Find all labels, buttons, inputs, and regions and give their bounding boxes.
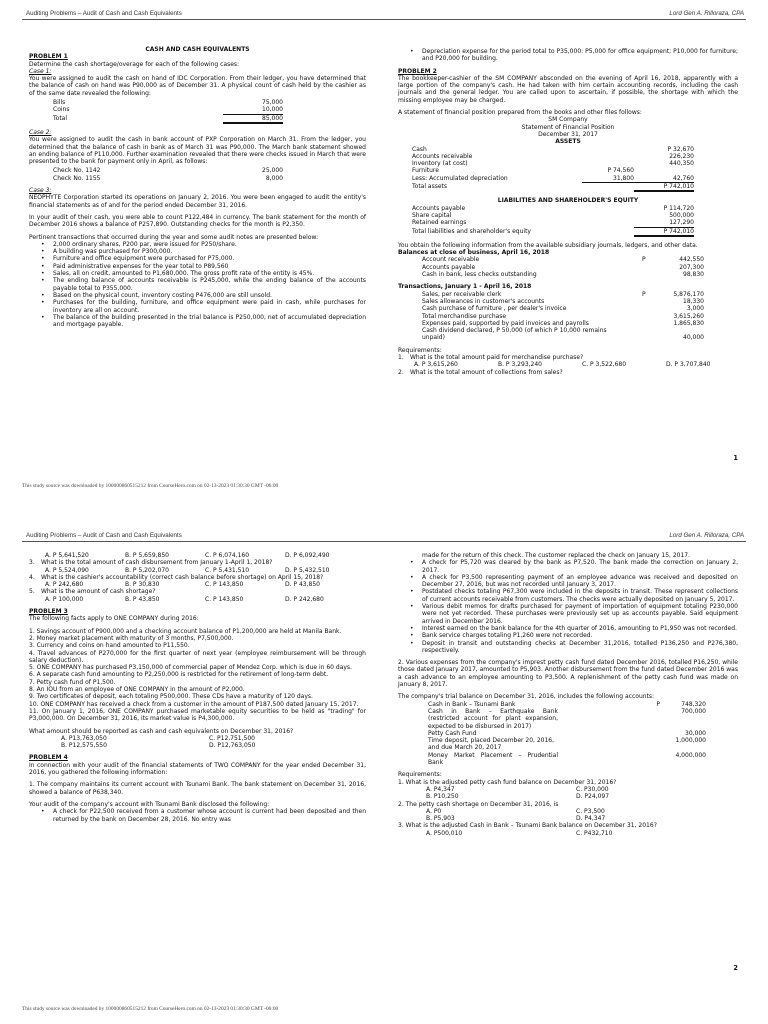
case-3-bullet-list <box>29 241 366 329</box>
option: D. P 242,680 <box>285 595 324 603</box>
table-row <box>428 737 738 752</box>
option: B. P5,903 <box>426 815 455 823</box>
option: C. P30,000 <box>576 785 609 793</box>
list-item: • 2,000 ordinary shares, P200 par, were issued for P250/share. <box>29 241 366 248</box>
continued-bullet-list <box>398 48 738 63</box>
table-cell: 25,000 <box>262 167 283 175</box>
table-row <box>422 313 738 320</box>
list-item: • Purchases for the building, furniture, and office equipment were paid in cash, while purchases for inventory are all on account. <box>29 299 366 314</box>
table-cell <box>642 313 662 320</box>
table-row <box>422 264 738 271</box>
download-footer: This study source was downloaded by 100000860515212 from CourseHero.com on 02-13-2023 01:30:30 GMT -06:00 <box>22 1006 279 1012</box>
option: A. P 5,641,520 <box>45 552 89 559</box>
table-cell: 75,000 <box>262 99 283 107</box>
problem-3-question: What amount should be reported as cash and cash equivalents on December 31, 2016? <box>29 727 294 735</box>
table-cell: Sales, per receivable clerk <box>422 290 502 298</box>
table-row <box>422 256 738 263</box>
balances-table <box>398 256 738 278</box>
options-row <box>29 735 366 742</box>
page1-right-column <box>398 48 738 376</box>
table-cell: Cash dividend declared, P 50,000 (of which P 10,000 remains unpaid) <box>422 327 607 342</box>
question-text: What is the total amount of cash disbursement from January 1-April 1, 2018? <box>41 559 273 567</box>
table-cell: 31,800 <box>582 175 634 183</box>
option: C. P432,710 <box>576 829 613 837</box>
table-cell <box>642 320 662 327</box>
table-cell: 1,865,830 <box>673 319 704 327</box>
problem-3-heading: PROBLEM 3 <box>29 608 68 616</box>
table-cell: Petty Cash Fund <box>428 729 477 737</box>
option: A. P0 <box>426 807 442 815</box>
table-row <box>412 205 738 212</box>
option: A. P 3,615,260 <box>414 361 458 369</box>
option: D. P 3,707,840 <box>666 361 711 369</box>
header-author: Lord Gen A. Rilloraza, CPA <box>669 532 744 539</box>
bullet-continuation: made for the return of this check. The customer replaced the check on January 15, 2017. <box>422 552 691 559</box>
option: C. P3,500 <box>576 807 605 815</box>
case-2-text: You were assigned to audit the cash in bank account of PXP Corporation on March 31. From the ledger, you determined that the balance of cash in bank as of March 31 was P90,000. The March bank statement showed an ending balance of P110,000. Further examination revealed that there were checks issued in March that were presented to the bank for payment only in April, as follows: <box>29 136 366 166</box>
page-number: 2 <box>733 964 738 972</box>
table-cell: Total <box>53 114 68 122</box>
table-row <box>412 228 738 237</box>
table-cell: Total merchandise purchase <box>422 312 507 320</box>
list-item: 7. Petty cash fund of P1,500. <box>29 678 116 686</box>
option: C. P 5,431,510 <box>205 566 250 574</box>
option: B. P12,575,550 <box>61 742 107 750</box>
table-cell <box>642 271 662 278</box>
problem-4-heading: PROBLEM 4 <box>29 754 68 762</box>
header-author: Lord Gen A. Rilloraza, CPA <box>669 10 744 17</box>
document-title: CASH AND CASH EQUIVALENTS <box>145 46 250 53</box>
list-item: • Bank service charges totaling P1,260 were not recorded. <box>398 632 738 639</box>
option: D. P 43,850 <box>285 581 320 589</box>
table-cell: Retained earnings <box>412 219 467 227</box>
case-1-text: You were assigned to audit the cash on hand of IDC Corporation. From their ledger, you have determined that the balance of cash on hand was P90,000 as of December 31. A physical count of cash held by the cashier as of the same date revealed the following: <box>29 75 366 97</box>
option: D. P4,347 <box>576 815 606 823</box>
table-row <box>422 305 738 312</box>
case-3-paragraph-3: Pertinent transactions that occurred during the year and some audit notes are presented below: <box>29 233 319 241</box>
option: B. P 43,850 <box>125 595 160 603</box>
table-cell: 442,550 <box>679 256 704 264</box>
options-row <box>29 552 366 559</box>
question-text: What is the amount of cash shortage? <box>41 588 156 596</box>
table-cell: P <box>642 290 646 298</box>
option: D. P 6,092,490 <box>285 552 330 559</box>
table-cell <box>642 264 662 271</box>
table-cell: Sales allowances in customer's accounts <box>422 297 545 305</box>
page1-left-column <box>29 46 366 328</box>
requirements-heading: Requirements: <box>398 346 442 354</box>
requirement-2: 2. The petty cash shortage on December 31, 2016, is <box>398 800 559 808</box>
table-cell: P <box>642 256 646 264</box>
table-row <box>422 298 738 305</box>
problem-1-heading: PROBLEM 1 <box>29 53 68 61</box>
page2-right-column <box>398 552 738 837</box>
table-row <box>412 175 738 183</box>
table-cell <box>582 160 634 167</box>
table-cell <box>558 752 666 767</box>
problem-2-text: The bookkeeper-cashier of the SM COMPANY absconded on the evening of April 16, 2018, apparently with a large portion of the company's cash. He had taken with him certain accounting records, including the cash journals and the general ledger. You are called upon to ascertain, if possible, the shortage with which the missing employee may be charged. <box>398 74 738 104</box>
table-cell <box>582 153 634 160</box>
case-3-text: NEOPHYTE Corporation started its operations on January 2, 2016. You were been engaged to audit the entity's financial statements as of and for the period ended December 31, 2016. <box>29 194 366 209</box>
problem-4-bullet-list <box>29 808 366 823</box>
list-item: 6. A separate cash fund amounting to P2,250,000 is restricted for the retirement of long-term debt. <box>29 671 329 679</box>
list-item: • Interest earned on the bank balance for the 4th quarter of 2016, amounting to P1,950 was not recorded. <box>398 625 738 632</box>
problem-4-item-2: 2. Various expenses from the company's imprest petty cash fund dated December 2016, totalled P16,250, while those dated January 2017, amounted to P5,903. Another disbursement from the fund dated December 2016 was a cash advance to an employee amounting to P3,500. A replenishment of the petty cash fund was made on January 8, 2017. <box>398 659 738 689</box>
requirement-1: 1. What is the adjusted petty cash fund balance on December 31, 2016? <box>398 778 617 786</box>
trial-balance-text: The company's trial balance on December 31, 2016, includes the following accounts: <box>398 693 655 701</box>
problem-1-intro: Determine the cash shortage/overage for each of the following cases: <box>29 60 240 68</box>
table-cell: 42,760 <box>634 175 694 183</box>
case-2-table <box>29 167 289 182</box>
requirements-heading: Requirements: <box>398 771 442 779</box>
table-cell: Bills <box>53 99 66 107</box>
header-title: Auditing Problems – Audit of Cash and Cash Equivalents <box>26 532 182 539</box>
table-cell: Total assets <box>412 183 448 191</box>
table-row <box>422 291 738 298</box>
table-cell <box>642 305 662 312</box>
table-cell: 5,876,170 <box>673 290 704 298</box>
table-cell: Inventory (at cost) <box>412 160 468 168</box>
table-cell: 98,830 <box>683 271 704 279</box>
options-row <box>398 830 738 837</box>
statement-date: December 31, 2017 <box>538 130 598 138</box>
list-item: • The ending balance of accounts receivable is P245,000, while the ending balance of the accounts payable total to P355,000. <box>29 277 366 292</box>
list-item: 5. ONE COMPANY has purchased P3,150,000 of commercial paper of Mendez Corp. which is due in 60 days. <box>29 664 352 672</box>
table-row <box>428 752 738 767</box>
options-row <box>29 742 366 749</box>
list-item: 4. Travel advances of P270,000 for the first quarter of next year (employee reimbursement will be through salary deduction). <box>29 649 366 664</box>
case-1-label: Case 1: <box>29 67 52 75</box>
option: B. P 3,293,240 <box>498 361 542 369</box>
list-item: 2. Money market placement with maturity of 3 months, P7,500,000. <box>29 634 234 642</box>
case-3-paragraph-2: In your audit of their cash, you were able to count P122,484 in currency. The bank statement for the month of December 2016 shows a balance of P257,890. Outstanding checks for the month is P2,350. <box>29 213 366 229</box>
table-cell: P 114,720 <box>663 204 694 212</box>
problem-3-items <box>29 628 366 723</box>
table-cell: Total liabilities and shareholder's equity <box>412 227 531 235</box>
option: A. P 5,524,090 <box>45 566 89 574</box>
table-row <box>412 167 738 174</box>
option: B. P 30,830 <box>125 581 160 589</box>
table-cell: 30,000 <box>685 729 706 737</box>
table-row <box>53 167 289 174</box>
table-cell: Check No. 1155 <box>53 174 101 182</box>
table-cell: Account receivable <box>422 256 480 264</box>
table-cell: 127,290 <box>634 219 694 227</box>
table-cell: 18,330 <box>683 297 704 305</box>
question-3: 3. What is the total amount of cash disbursement from January 1-April 1, 2018? <box>29 559 273 567</box>
table-row <box>412 160 738 167</box>
table-row <box>412 146 738 153</box>
problem-4-intro: In connection with your audit of the financial statements of TWO COMPANY for the year ended December 31, 2016, you gathered the following information: <box>29 761 366 777</box>
question-4: 4. What is the cashier's accountability (correct cash balance before shortage) on April 15, 2018? <box>29 573 324 581</box>
table-cell: 3,615,260 <box>673 312 704 320</box>
table-cell <box>582 183 634 192</box>
table-row <box>422 271 738 278</box>
option: C. P12,751,500 <box>209 734 255 742</box>
list-item: • Based on the physical count, inventory costing P476,000 are still unsold. <box>29 292 366 299</box>
table-row <box>428 701 738 708</box>
requirement-3: 3. What is the adjusted Cash in Bank – Tsunami Bank balance on December 31, 2016? <box>398 822 657 830</box>
assets-heading: ASSETS <box>555 138 581 146</box>
table-row <box>53 175 289 182</box>
table-cell: Share capital <box>412 211 452 219</box>
question-1: 1. What is the total amount paid for merchandise purchase? <box>398 353 584 361</box>
option: B. P10,250 <box>426 793 459 801</box>
table-row <box>412 153 738 160</box>
table-cell: 500,000 <box>669 211 694 219</box>
table-cell: Accounts receivable <box>412 152 473 160</box>
option: C. P 143,850 <box>205 581 244 589</box>
table-cell: 10,000 <box>223 106 283 114</box>
list-item: • A building was purchased for P300,000. <box>29 248 366 255</box>
list-item: • Sales, all on credit, amounted to P1,680,000. The gross profit rate of the entity is 45%. <box>29 270 366 277</box>
transactions-heading: Transactions, January 1 - April 16, 2018 <box>398 283 532 291</box>
option: D. P12,763,050 <box>209 742 256 750</box>
problem-2-heading: PROBLEM 2 <box>398 67 437 75</box>
list-item: 10. ONE COMPANY has received a check from a customer in the amount of P187,500 dated January 15, 2017. <box>29 700 359 708</box>
table-cell: Cash in bank, less checks outstanding <box>422 271 537 279</box>
table-cell: 8,000 <box>265 174 283 182</box>
table-row <box>412 219 738 227</box>
transactions-table <box>398 291 738 342</box>
table-cell: 226,230 <box>669 152 694 160</box>
list-item: 9. Two certificates of deposit, each totaling P500,000. These CDs have a maturity of 120 days. <box>29 693 313 701</box>
table-cell: 4,000,000 <box>675 751 706 759</box>
options-row <box>29 581 366 588</box>
option: D. P24,097 <box>576 793 610 801</box>
problem-3-intro: The following facts apply to ONE COMPANY during 2016: <box>29 615 199 623</box>
options-row <box>398 808 738 815</box>
liabilities-heading: LIABILITIES AND SHAREHOLDER'S EQUITY <box>497 197 639 205</box>
table-row <box>422 327 738 342</box>
table-cell: Check No. 1142 <box>53 167 101 175</box>
option: A. P13,763,050 <box>61 734 107 742</box>
table-cell <box>558 730 666 737</box>
table-cell <box>634 167 694 174</box>
table-cell: P 32,670 <box>667 145 694 153</box>
table-cell: 3,000 <box>686 305 704 313</box>
list-item: • Depreciation expense for the period total to P35,000: P5,000 for office equipment; P10,000 for furniture; and P20,000 for building. <box>398 48 738 63</box>
table-cell: P <box>656 700 660 708</box>
assets-table <box>398 146 738 193</box>
question-2: 2. What is the total amount of collections from sales? <box>398 368 563 376</box>
problem-4-bullet-list-continued <box>398 559 738 654</box>
option: B. P 5,202,070 <box>125 566 169 574</box>
balances-heading: Balances at close of business, April 16, 2018 <box>398 249 550 257</box>
option: A. P 242,680 <box>45 581 84 589</box>
table-cell <box>582 146 634 153</box>
table-cell <box>612 327 662 342</box>
option: D. P 5,432,510 <box>285 566 330 574</box>
table-cell: P 742,010 <box>634 228 694 237</box>
options-row <box>398 815 738 822</box>
table-cell <box>558 737 666 752</box>
list-item: • A check for P22,500 received from a customer whose account is current had been deposited and then returned by the bank on December 28, 2016. No entry was <box>29 808 366 823</box>
table-cell: Time deposit, placed December 20, 2016, and due March 20, 2017 <box>428 737 555 752</box>
table-cell <box>558 708 666 730</box>
problem-2-text-2: A statement of financial position prepared from the books and other files follows: <box>398 109 642 117</box>
table-cell: 1,000,000 <box>675 737 706 745</box>
list-item: • The balance of the building presented in the trial balance is P250,000, net of accumulated depreciation and mortgage payable. <box>29 314 366 329</box>
document-page-2 <box>0 512 768 1024</box>
question-text: What is the cashier's accountability (correct cash balance before shortage) on April 15, 2018? <box>41 573 324 581</box>
options-row <box>398 793 738 800</box>
table-row <box>53 99 289 106</box>
question-text: What is the total amount of collections from sales? <box>410 368 563 376</box>
option: A. P500,010 <box>426 829 463 837</box>
options-row <box>29 567 366 574</box>
table-cell: 40,000 <box>683 334 704 342</box>
header-title: Auditing Problems – Audit of Cash and Cash Equivalents <box>26 10 182 17</box>
option: C. P 143,850 <box>205 595 244 603</box>
table-row <box>428 708 738 730</box>
options-row <box>398 786 738 793</box>
table-cell: Accounts payable <box>422 263 476 271</box>
list-item: 3. Currency and coins on hand amounted to P11,550. <box>29 642 190 650</box>
table-cell: Money Market Placement – Prudential Bank <box>428 751 558 767</box>
table-row <box>53 106 289 114</box>
list-item: • A check for P5,720 was cleared by the bank as P7,520. The bank made the correction on January 2, 2017. <box>398 559 738 574</box>
problem-4-disclosed: Your audit of the company's account with Tsunami Bank disclosed the following: <box>29 800 270 808</box>
table-cell: P 742,010 <box>634 183 694 192</box>
option: C. P 6,074,160 <box>205 552 250 559</box>
table-row <box>428 730 738 737</box>
obtain-text: You obtain the following information from the available subsidiary journals, ledgers, and other data. <box>398 241 698 249</box>
table-cell: Cash in Bank – Earthquake Bank (restricted account for plant expansion, expected to be disbursed in 2017) <box>428 707 558 730</box>
list-item: • Paid administrative expenses for the year total to P89,560 <box>29 263 366 270</box>
table-cell: Cash <box>412 145 427 153</box>
options-row <box>29 596 366 603</box>
case-3-label: Case 3: <box>29 187 52 195</box>
table-row <box>412 183 738 192</box>
table-cell: Cash in Bank – Tsunami Bank <box>428 700 516 708</box>
table-cell: 207,300 <box>679 263 704 271</box>
case-1-table <box>29 99 289 124</box>
table-cell: 700,000 <box>681 707 706 715</box>
company-name: SM Company <box>548 116 588 124</box>
case-2-label: Case 2: <box>29 128 52 136</box>
list-item: • A check for P3,500 representing payment of an employee advance was received and deposited on December 27, 2016, but was not recorded until January 3, 2017. <box>398 574 738 589</box>
table-row <box>412 212 738 219</box>
table-row <box>53 115 289 124</box>
option: C. P 3,522,680 <box>582 361 627 369</box>
liabilities-table <box>398 205 738 237</box>
question-1-options <box>398 361 738 368</box>
table-cell: Accounts payable <box>412 204 466 212</box>
option: A. P 100,000 <box>45 595 84 603</box>
table-cell <box>642 298 662 305</box>
list-item: • Various debit memos for drafts purchased for payment of importation of equipment totaling P230,000 were not yet recorded. These purchases were previously set up as accounts payable. Said equipment arrived in December 2016. <box>398 603 738 625</box>
statement-title: Statement of Financial Position <box>521 123 615 131</box>
list-item: 1. Savings account of P900,000 and a checking account balance of P1,200,000 are held at Manila Bank. <box>29 627 342 635</box>
problem-4-item-1: 1. The company maintains its current account with Tsunami Bank. The bank statement on December 31, 2016, showed a balance of P638,340. <box>29 781 366 796</box>
list-item: 8. An IOU from an employee of ONE COMPANY in the amount of P2,000. <box>29 686 245 694</box>
table-cell: Expenses paid, supported by paid invoices and payrolls <box>422 319 589 327</box>
table-cell: 748,320 <box>681 700 706 708</box>
table-cell: Furniture <box>412 167 439 175</box>
page-header <box>22 8 746 20</box>
page-number: 1 <box>733 454 738 462</box>
trial-balance-table <box>398 701 738 767</box>
list-item: • Postdated checks totaling P67,300 were included in the deposits in transit. These represent collections of current accounts receivable from customers. The checks were actually deposited on January 5, 2017. <box>398 588 738 603</box>
table-cell: Cash purchase of furniture , per dealer's invoice <box>422 305 567 313</box>
table-cell: 85,000 <box>223 115 283 124</box>
table-cell: P 74,560 <box>607 167 634 175</box>
table-cell: Less: Accumulated depreciation <box>412 174 508 182</box>
option: A. P4,347 <box>426 785 455 793</box>
question-text: What is the total amount paid for merchandise purchase? <box>410 353 584 361</box>
table-row <box>422 320 738 327</box>
download-footer: This study source was downloaded by 100000860515212 from CourseHero.com on 02-13-2023 01:30:30 GMT -06:00 <box>22 483 279 489</box>
list-item: • Deposit in transit and outstanding checks at December 31,2016, totalled P136,250 and P276,380, respectively. <box>398 640 738 655</box>
page2-left-column <box>29 552 366 823</box>
list-item: • Furniture and office equipment were purchased for P75,000. <box>29 255 366 262</box>
option: B. P 5,659,850 <box>125 552 169 559</box>
question-5: 5. What is the amount of cash shortage? <box>29 588 156 596</box>
table-cell: 440,350 <box>669 160 694 168</box>
page-header <box>22 530 746 542</box>
table-cell: Coins <box>53 106 70 114</box>
list-item: 11. On January 1, 2016, ONE COMPANY purchased marketable equity securities to be held as "trading" for P3,000,000. On December 31, 2016, its market value is P4,300,000. <box>29 707 366 723</box>
